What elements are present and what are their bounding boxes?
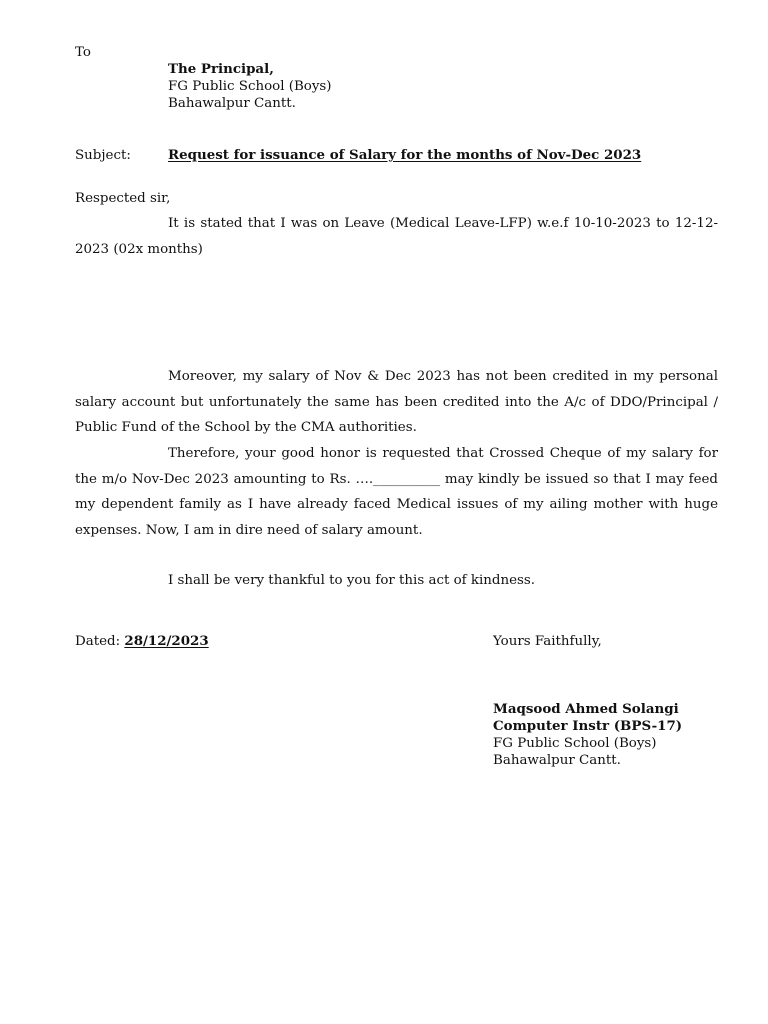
paragraph-thanks: I shall be very thankful to you for this act of kindness. — [168, 573, 535, 588]
recipient-title: The Principal, — [168, 61, 274, 77]
signatory-name: Maqsood Ahmed Solangi — [493, 701, 679, 717]
recipient-location: Bahawalpur Cantt. — [168, 96, 296, 111]
paragraph-request: Therefore, your good honor is requested that Crossed Cheque of my salary for the m/o Nov-Dec 2023 amounting to Rs. ….__________ may kindly be issued so that I may feed my dependent family as I have already faced Medical issues of my ailing mother with huge expenses. Now, I am in dire need of salary amount. — [75, 446, 718, 538]
closing: Yours Faithfully, — [493, 634, 602, 649]
recipient-address — [168, 61, 332, 112]
date-line — [75, 633, 209, 650]
salutation: Respected sir, — [75, 191, 171, 206]
signatory-school: FG Public School (Boys) — [493, 736, 657, 751]
subject-label: Subject: — [75, 148, 131, 163]
dated-label: Dated: — [75, 634, 121, 649]
recipient-school: FG Public School (Boys) — [168, 79, 332, 94]
to-label: To — [75, 45, 91, 60]
paragraph-leave: It is stated that I was on Leave (Medical Leave-LFP) w.e.f 10-10-2023 to 12-12-2023 (02x months) — [75, 216, 718, 257]
signatory-location: Bahawalpur Cantt. — [493, 753, 621, 768]
signature-block — [493, 701, 682, 769]
subject-text: Request for issuance of Salary for the months of Nov-Dec 2023 — [168, 147, 642, 163]
signatory-designation: Computer Instr (BPS-17) — [493, 718, 683, 734]
paragraph-salary-credit: Moreover, my salary of Nov & Dec 2023 has not been credited in my personal salary account but unfortunately the same has been credited into the A/c of DDO/Principal / Public Fund of the School by the CMA authorities. — [75, 369, 718, 436]
dated-value: 28/12/2023 — [124, 633, 209, 649]
